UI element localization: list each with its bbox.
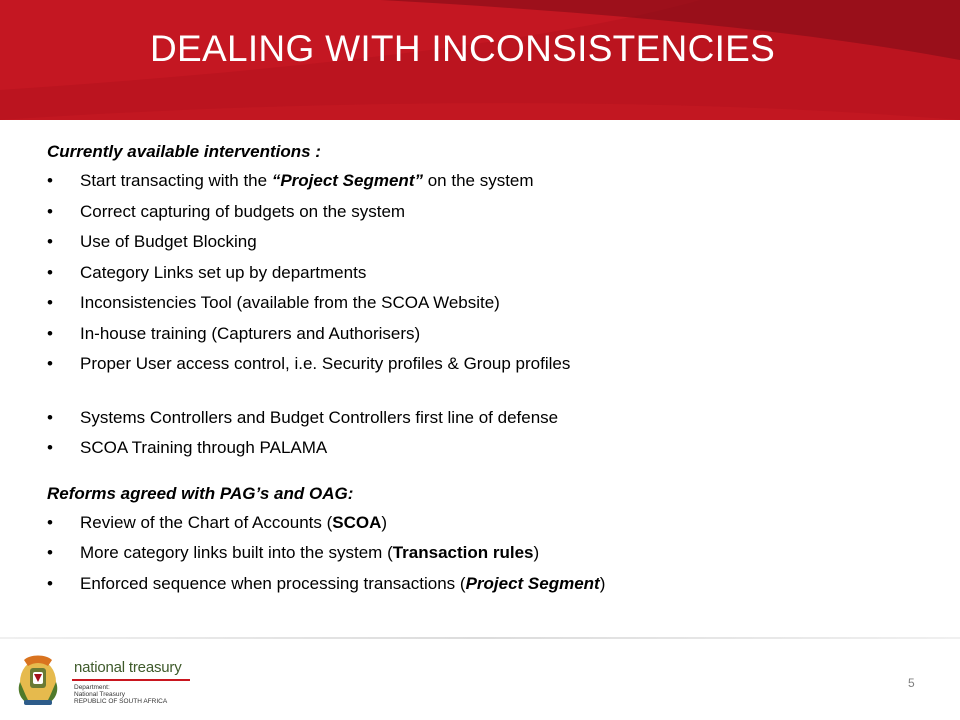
list-item-text: Enforced sequence when processing transactions (Project Segment): [80, 573, 606, 593]
list-item-text: Inconsistencies Tool (available from the SCOA Website): [80, 293, 500, 313]
bullet-icon: •: [47, 438, 53, 458]
title-banner: [0, 0, 960, 120]
list-item-text: Review of the Chart of Accounts (SCOA): [80, 512, 388, 532]
list-item: [47, 258, 927, 289]
logo-department-label: Department:: [74, 684, 110, 691]
bullet-icon: •: [47, 512, 53, 532]
list-item: [47, 319, 927, 350]
reforms-list: [47, 508, 927, 600]
bullet-icon: •: [47, 354, 53, 374]
bullet-icon: •: [47, 323, 53, 343]
list-item-text: Category Links set up by departments: [80, 262, 367, 282]
bullet-icon: •: [47, 407, 53, 427]
list-item-text: Correct capturing of budgets on the system: [80, 201, 406, 221]
bullet-icon: •: [47, 262, 53, 282]
list-item: [47, 166, 927, 197]
page-number: 5: [908, 676, 915, 690]
list-item-text: SCOA Training through PALAMA: [80, 438, 328, 458]
section-heading-reforms: Reforms agreed with PAG’s and OAG:: [47, 483, 354, 503]
spacer: [47, 464, 927, 484]
list-item: [47, 349, 927, 380]
list-item-text: Start transacting with the “Project Segment” on the system: [80, 171, 534, 191]
bullet-icon: •: [47, 543, 53, 563]
spacer: [47, 380, 927, 403]
list-item: [47, 569, 927, 600]
logo-wordmark: national treasury: [74, 659, 182, 676]
list-item: [47, 538, 927, 569]
list-item: [47, 227, 927, 258]
list-item: [47, 403, 927, 434]
interventions-list: [47, 166, 927, 380]
slide-body: [47, 142, 927, 599]
list-item: [47, 433, 927, 464]
bullet-icon: •: [47, 232, 53, 252]
list-item-text: Use of Budget Blocking: [80, 232, 257, 252]
list-item-text: More category links built into the system (Transaction rules): [80, 543, 540, 563]
list-item: [47, 197, 927, 228]
logo-department-name: National Treasury: [74, 691, 125, 698]
list-item: [47, 288, 927, 319]
list-item-text: Systems Controllers and Budget Controllers first line of defense: [80, 407, 559, 427]
bullet-icon: •: [47, 573, 53, 593]
logo-divider: [72, 679, 190, 681]
logo-country-name: REPUBLIC OF SOUTH AFRICA: [74, 698, 168, 705]
page-title: DEALING WITH INCONSISTENCIES: [150, 28, 776, 69]
controls-list: [47, 403, 927, 464]
bullet-icon: •: [47, 171, 53, 191]
footer-divider: [0, 637, 960, 639]
bullet-icon: •: [47, 201, 53, 221]
list-item: [47, 508, 927, 539]
bullet-icon: •: [47, 293, 53, 313]
section-heading-interventions: Currently available interventions :: [47, 142, 321, 161]
list-item-text: Proper User access control, i.e. Security profiles & Group profiles: [80, 354, 571, 374]
list-item-text: In-house training (Capturers and Authorisers): [80, 323, 421, 343]
